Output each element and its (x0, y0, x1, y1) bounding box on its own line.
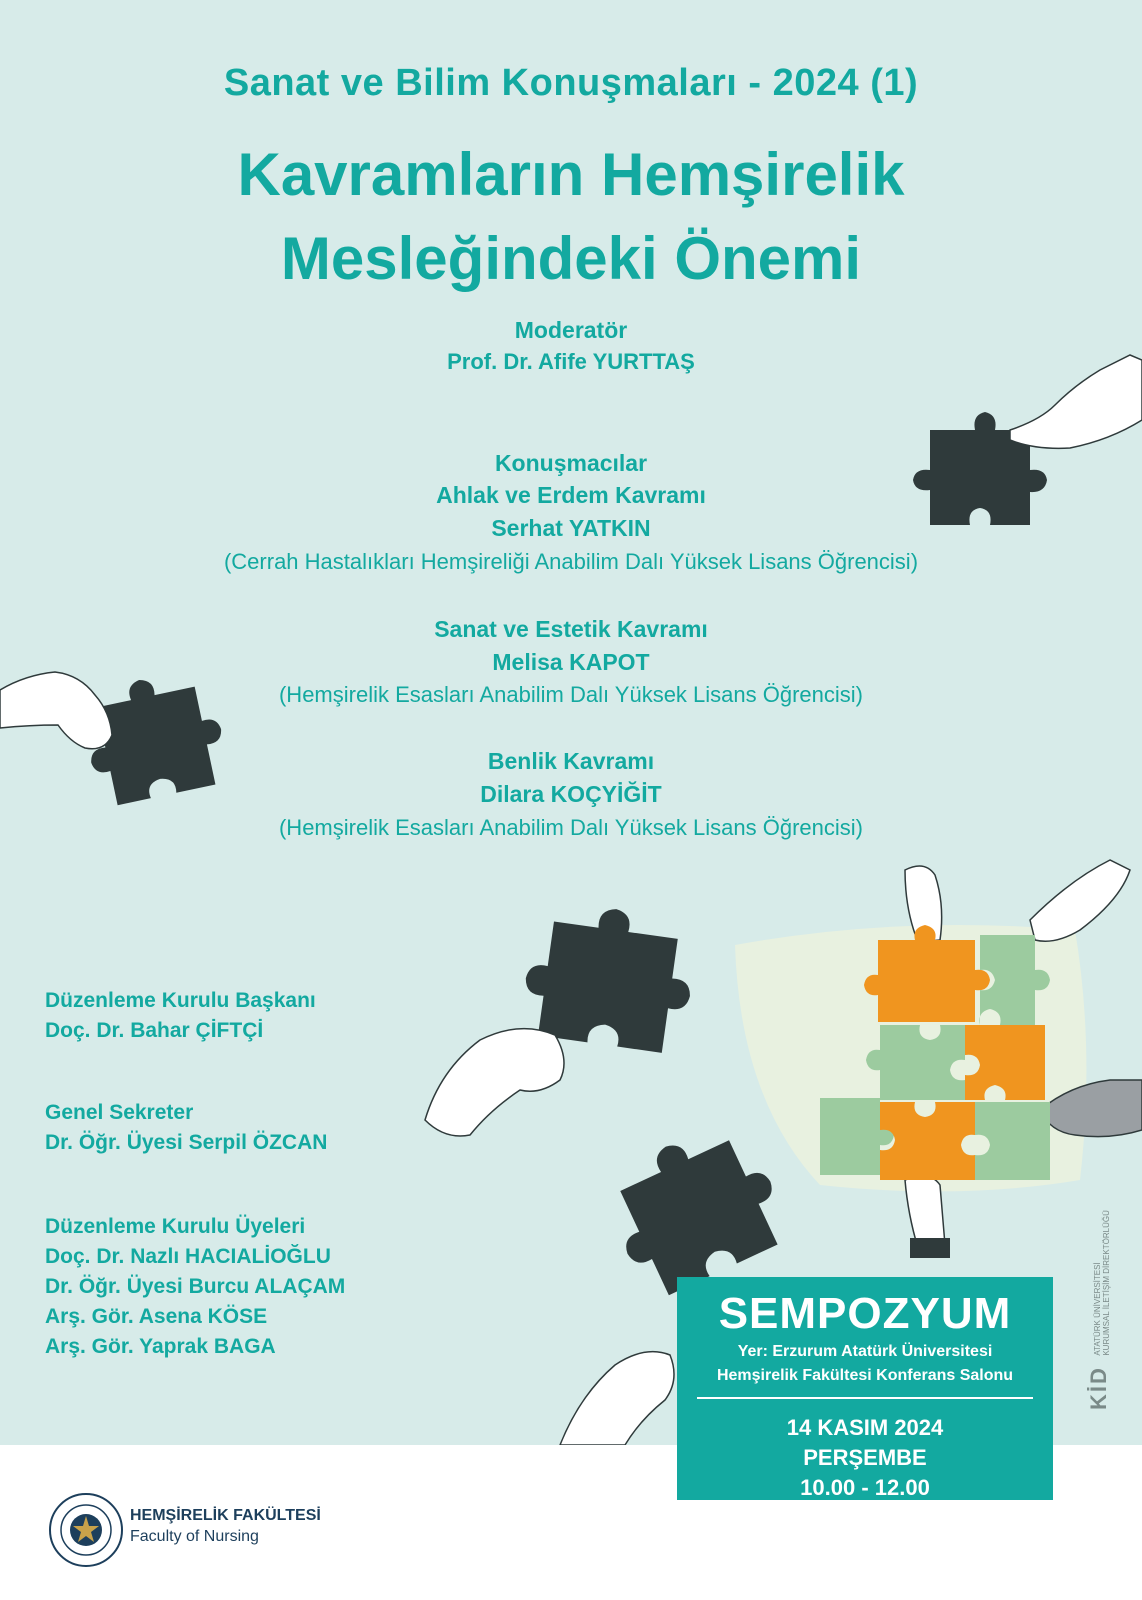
chair-label: Düzenleme Kurulu Başkanı (45, 989, 316, 1012)
hand-bottom-stack-icon (905, 1176, 945, 1248)
divider (697, 1397, 1033, 1399)
speaker-topic: Ahlak ve Erdem Kavramı (436, 482, 706, 508)
series-title: Sanat ve Bilim Konuşmaları - 2024 (1) (223, 62, 919, 104)
speaker-name: Melisa KAPOT (492, 649, 650, 675)
credit-text (1093, 1210, 1111, 1356)
faculty-name-en: Faculty of Nursing (130, 1528, 259, 1545)
member-name: Dr. Öğr. Üyesi Burcu ALAÇAM (45, 1275, 346, 1298)
speaker-name: Dilara KOÇYİĞİT (480, 781, 662, 807)
speaker-note: (Cerrah Hastalıkları Hemşireliği Anabilim Dalı Yüksek Lisans Öğrencisi) (223, 549, 919, 574)
speaker-topic: Sanat ve Estetik Kavramı (434, 616, 708, 642)
speaker-name: Serhat YATKIN (491, 515, 651, 541)
hand-top-right-stack-icon (1030, 860, 1130, 941)
speaker-topic: Benlik Kavramı (487, 748, 655, 774)
kid-logo-text: KİD (1086, 1366, 1111, 1410)
event-day: PERŞEMBE (803, 1445, 927, 1470)
moderator-label: Moderatör (514, 317, 628, 343)
puzzle-piece-bottom-icon (593, 1113, 795, 1304)
credit-line2: KURUMSAL İLETİŞİM DİREKTÖRLÜĞÜ (1101, 1210, 1111, 1356)
speakers-label: Konuşmacılar (494, 450, 648, 476)
event-location-line2: Hemşirelik Fakültesi Konferans Salonu (716, 1367, 1014, 1384)
chair-name: Doç. Dr. Bahar ÇİFTÇİ (45, 1019, 264, 1042)
credit-logo (1086, 1210, 1112, 1410)
page-title-line1: Kavramların Hemşirelik (237, 141, 905, 208)
page-title-line2: Mesleğindeki Önemi (280, 225, 862, 292)
event-time: 10.00 - 12.00 (800, 1475, 930, 1500)
hand-bottom-icon (560, 1352, 674, 1445)
university-seal-icon (48, 1492, 124, 1568)
speaker-note: (Hemşirelik Esasları Anabilim Dalı Yüksek Lisans Öğrencisi) (278, 682, 863, 707)
sleeve-icon (910, 1238, 950, 1258)
moderator-name: Prof. Dr. Afife YURTTAŞ (447, 349, 695, 374)
general-secretary (45, 1098, 327, 1158)
committee-members (45, 1212, 345, 1362)
faculty-name-tr: HEMŞİRELİK FAKÜLTESİ (130, 1507, 321, 1524)
event-location-line1: Yer: Erzurum Atatürk Üniversitesi (737, 1343, 993, 1360)
members-label: Düzenleme Kurulu Üyeleri (45, 1215, 306, 1238)
credit-line1: ATATÜRK ÜNİVERSİTESİ (1092, 1262, 1102, 1356)
member-name: Arş. Gör. Yaprak BAGA (45, 1335, 276, 1358)
event-date: 14 KASIM 2024 (786, 1415, 944, 1440)
event-info-panel (677, 1277, 1053, 1500)
speaker-note: (Hemşirelik Esasları Anabilim Dalı Yüksek Lisans Öğrencisi) (278, 815, 863, 840)
secretary-name: Dr. Öğr. Üyesi Serpil ÖZCAN (45, 1131, 328, 1154)
event-type: SEMPOZYUM (718, 1289, 1012, 1338)
member-name: Arş. Gör. Asena KÖSE (45, 1305, 268, 1328)
organizing-committee-chair (45, 986, 316, 1046)
secretary-label: Genel Sekreter (45, 1101, 194, 1124)
member-name: Doç. Dr. Nazlı HACIALİOĞLU (45, 1245, 331, 1268)
hand-middle-icon (425, 1029, 564, 1136)
